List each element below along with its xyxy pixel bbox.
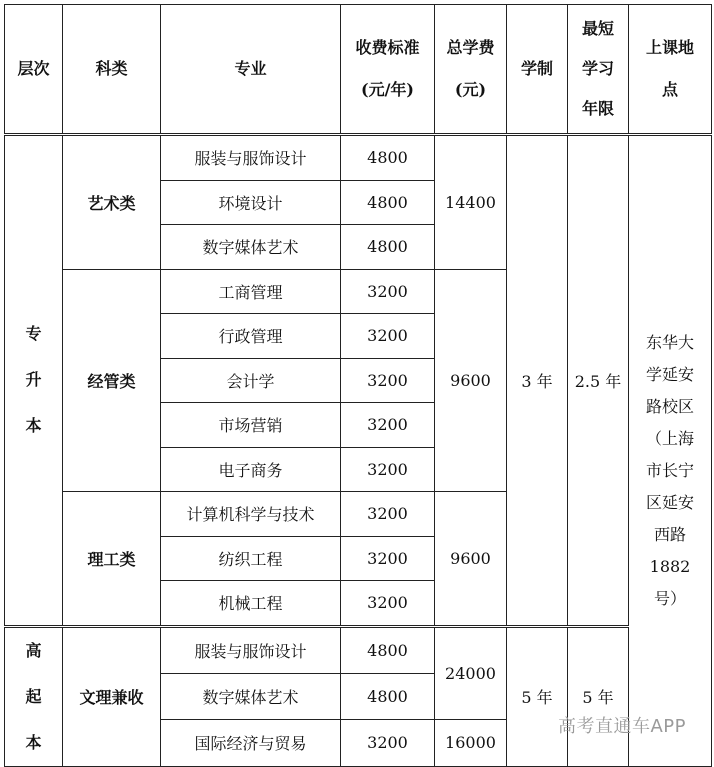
location-line: 号） — [653, 588, 686, 608]
header-fee — [341, 5, 435, 135]
tuition-table — [4, 4, 712, 767]
level-char: 本 — [25, 732, 42, 752]
location-line: 1882 — [649, 556, 691, 576]
fee-cell: 4800 — [341, 135, 435, 181]
header-min-line3: 年限 — [581, 99, 614, 118]
fee-cell: 3200 — [341, 403, 435, 448]
total-cell: 9600 — [435, 492, 507, 627]
major-cell: 环境设计 — [161, 180, 341, 225]
fee-cell: 3200 — [341, 358, 435, 403]
level-char: 专 — [25, 324, 42, 344]
level-cell-gqb — [5, 626, 63, 766]
min-years-cell-zsb: 2.5 年 — [568, 135, 629, 627]
min-years-cell-gqb: 5 年 — [568, 626, 629, 766]
fee-cell: 4800 — [341, 225, 435, 270]
fee-cell: 4800 — [341, 626, 435, 673]
location-line: 西路 — [653, 524, 686, 544]
header-min-years — [568, 5, 629, 135]
header-loc-line2: 点 — [661, 80, 678, 99]
location-line: 路校区 — [645, 396, 694, 416]
level-char: 起 — [25, 686, 42, 706]
level-char: 升 — [25, 370, 42, 390]
header-duration: 学制 — [507, 5, 568, 135]
major-cell: 纺织工程 — [161, 536, 341, 581]
header-total — [435, 5, 507, 135]
major-cell: 计算机科学与技术 — [161, 492, 341, 537]
total-cell: 9600 — [435, 269, 507, 492]
category-cell: 文理兼收 — [63, 626, 161, 766]
location-line: 东华大 — [645, 332, 694, 352]
major-cell: 会计学 — [161, 358, 341, 403]
fee-cell: 3200 — [341, 536, 435, 581]
header-loc-line1: 上课地 — [645, 38, 694, 57]
header-location — [629, 5, 712, 135]
location-cell — [629, 135, 712, 767]
major-cell: 市场营销 — [161, 403, 341, 448]
watermark: 高考直通车APP — [557, 716, 686, 737]
duration-cell-zsb: 3 年 — [507, 135, 568, 627]
total-cell: 16000 — [435, 720, 507, 766]
location-line: （上海 — [645, 428, 694, 448]
major-cell: 服装与服饰设计 — [161, 135, 341, 181]
header-min-line2: 学习 — [581, 59, 614, 78]
location-line: 学延安 — [645, 364, 694, 384]
header-total-line1: 总学费 — [446, 38, 495, 57]
header-level: 层次 — [5, 5, 63, 135]
location-line: 市长宁 — [645, 460, 694, 480]
fee-cell: 3200 — [341, 492, 435, 537]
category-cell: 理工类 — [63, 492, 161, 627]
major-cell: 国际经济与贸易 — [161, 720, 341, 766]
fee-cell: 3200 — [341, 447, 435, 492]
fee-cell: 4800 — [341, 673, 435, 719]
level-char: 高 — [25, 640, 42, 660]
category-cell: 艺术类 — [63, 135, 161, 270]
major-cell: 数字媒体艺术 — [161, 673, 341, 719]
fee-cell: 3200 — [341, 269, 435, 314]
fee-cell: 3200 — [341, 314, 435, 359]
total-cell: 24000 — [435, 626, 507, 720]
major-cell: 机械工程 — [161, 581, 341, 627]
table-row — [5, 626, 712, 673]
duration-cell-gqb: 5 年 — [507, 626, 568, 766]
major-cell: 工商管理 — [161, 269, 341, 314]
fee-cell: 3200 — [341, 581, 435, 627]
table-row — [5, 135, 712, 181]
category-cell: 经管类 — [63, 269, 161, 492]
fee-cell: 4800 — [341, 180, 435, 225]
header-category: 科类 — [63, 5, 161, 135]
header-min-line1: 最短 — [581, 19, 614, 38]
total-cell: 14400 — [435, 135, 507, 270]
major-cell: 电子商务 — [161, 447, 341, 492]
header-fee-line1: 收费标准 — [355, 38, 420, 57]
level-cell-zsb — [5, 135, 63, 627]
location-line: 区延安 — [645, 492, 694, 512]
level-char: 本 — [25, 416, 42, 436]
fee-cell: 3200 — [341, 720, 435, 766]
header-major: 专业 — [161, 5, 341, 135]
major-cell: 服装与服饰设计 — [161, 626, 341, 673]
header-row — [5, 5, 712, 135]
header-fee-line2: (元/年) — [361, 80, 414, 99]
header-total-line2: (元) — [454, 80, 487, 99]
major-cell: 行政管理 — [161, 314, 341, 359]
major-cell: 数字媒体艺术 — [161, 225, 341, 270]
